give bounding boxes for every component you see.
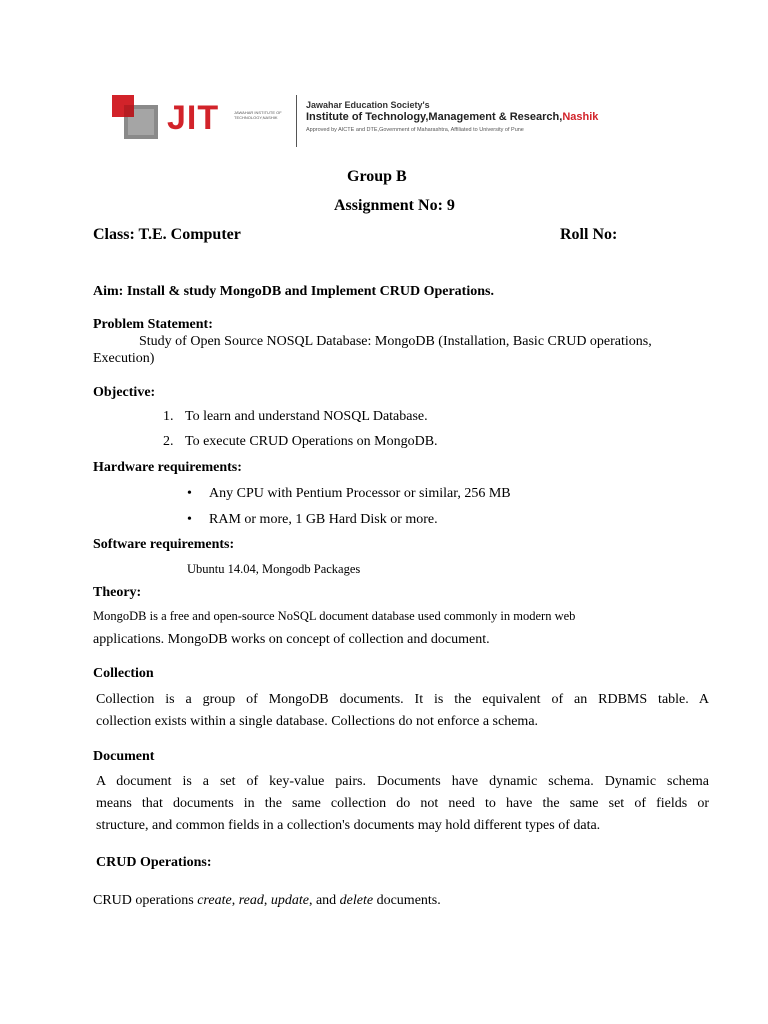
logo-squares-icon	[110, 93, 162, 141]
crud-delete: delete	[339, 893, 374, 908]
document-line-1: A document is a set of key-value pairs. Documents have dynamic schema. Dynamic schema	[96, 774, 709, 789]
list-text: Any CPU with Pentium Processor or similar, 256 MB	[209, 486, 511, 501]
crud-suffix: documents.	[373, 893, 441, 908]
document-paragraph	[96, 771, 709, 837]
crud-prefix: CRUD operations	[93, 893, 198, 908]
class-label: Class: T.E. Computer	[93, 226, 241, 243]
crud-sep: ,	[231, 893, 239, 908]
collection-paragraph	[96, 689, 709, 733]
list-item	[163, 434, 438, 450]
problem-line-2: Execution)	[93, 351, 155, 366]
problem-line-1: Study of Open Source NOSQL Database: MongoDB (Installation, Basic CRUD operations,	[139, 334, 652, 349]
bullet-icon: •	[187, 512, 192, 527]
crud-sep: , and	[308, 893, 340, 908]
institute-city: Nashik	[562, 111, 599, 123]
list-item	[163, 409, 428, 425]
theory-heading: Theory:	[93, 585, 142, 600]
software-heading: Software requirements:	[93, 537, 235, 552]
roll-label: Roll No:	[560, 226, 618, 243]
crud-sep: ,	[263, 893, 271, 908]
crud-text	[93, 893, 441, 909]
list-number: 1.	[163, 409, 174, 424]
problem-heading: Problem Statement:	[93, 317, 213, 332]
crud-heading: CRUD Operations:	[96, 855, 212, 870]
letterhead	[110, 93, 670, 149]
header-divider	[296, 95, 297, 147]
list-text: To execute CRUD Operations on MongoDB.	[185, 434, 438, 449]
list-number: 2.	[163, 434, 174, 449]
document-line-3: structure, and common fields in a collection's documents may hold different types of data.	[96, 818, 601, 833]
document-heading: Document	[93, 749, 155, 764]
list-text: RAM or more, 1 GB Hard Disk or more.	[209, 512, 438, 527]
assignment-title: Assignment No: 9	[334, 197, 455, 214]
logo-subtext: JAWAHAR INSTITUTE OF TECHNOLOGY,NASHIK	[234, 110, 282, 120]
objective-heading: Objective:	[93, 385, 156, 400]
hardware-heading: Hardware requirements:	[93, 460, 242, 475]
list-text: To learn and understand NOSQL Database.	[185, 409, 428, 424]
collection-line-1: Collection is a group of MongoDB documents. It is the equivalent of an RDBMS table. A	[96, 692, 709, 707]
institute-name	[306, 111, 598, 123]
list-item	[187, 512, 438, 528]
theory-line-2: applications. MongoDB works on concept of collection and document.	[93, 632, 490, 647]
approval-note: Approved by AICTE and DTE,Government of Maharashtra, Affiliated to University of Pune	[306, 127, 524, 133]
institute-name-main: Institute of Technology,Management & Research,	[306, 111, 563, 123]
list-item	[187, 486, 511, 502]
theory-line-1: MongoDB is a free and open-source NoSQL document database used commonly in modern web	[93, 609, 576, 623]
collection-heading: Collection	[93, 666, 154, 681]
bullet-icon: •	[187, 486, 192, 501]
society-name: Jawahar Education Society's	[306, 100, 430, 110]
document-line-2: means that documents in the same collection do not need to have the same set of fields or	[96, 796, 709, 811]
logo-text: JIT	[167, 99, 220, 137]
collection-line-2: collection exists within a single database. Collections do not enforce a schema.	[96, 714, 539, 729]
crud-update: update	[270, 893, 309, 908]
crud-read: read	[238, 893, 264, 908]
group-title: Group B	[347, 168, 407, 185]
crud-create: create	[197, 893, 232, 908]
aim-text: Aim: Install & study MongoDB and Implement CRUD Operations.	[93, 284, 494, 299]
software-text: Ubuntu 14.04, Mongodb Packages	[187, 562, 361, 576]
